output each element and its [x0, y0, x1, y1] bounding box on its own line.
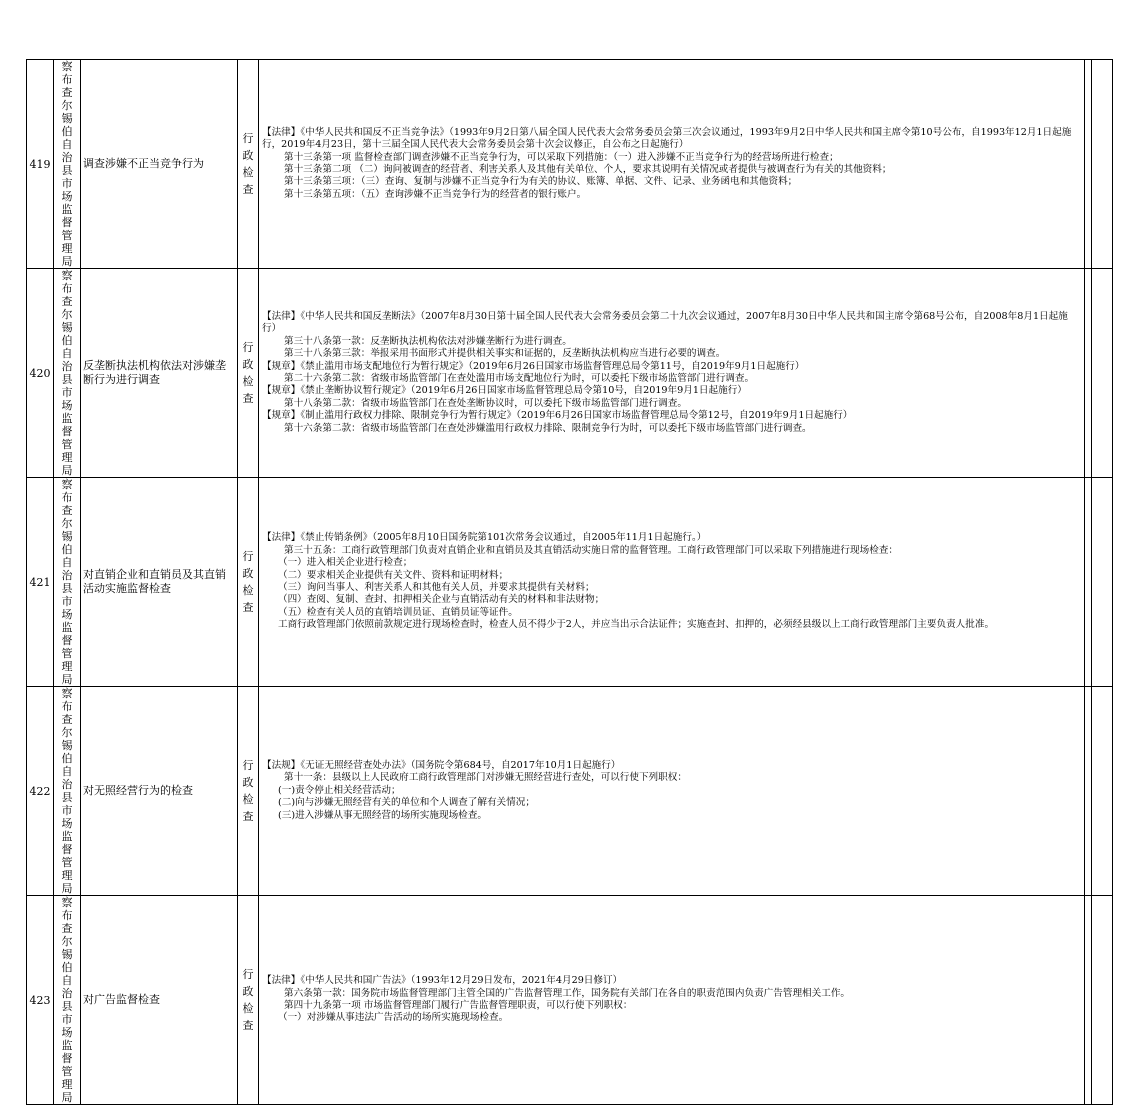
row-number: 421 — [27, 478, 54, 687]
item-name-cell: 反垄断执法机构依法对涉嫌垄断行为进行调查 — [81, 269, 238, 478]
table-row — [27, 60, 1113, 269]
item-name-cell: 调查涉嫌不正当竞争行为 — [81, 60, 238, 269]
basis-line: （二）要求相关企业提供有关文件、资料和证明材料； — [278, 569, 509, 581]
enforcement-table — [26, 59, 1113, 1105]
department-text: 察 布 查 尔 锡 伯 自 治 县 市 场 监 督 管 理 局 — [61, 687, 73, 895]
item-name-cell: 对广告监督检查 — [81, 896, 238, 1105]
basis-line: 第三十五条：工商行政管理部门负责对直销企业和直销员及其直销活动实施日常的监督管理。工商行政管理部门可以采取下列措施进行现场检查： — [284, 544, 898, 556]
action-type-cell: 行 政 检 查 — [238, 60, 259, 269]
empty-cell — [1092, 896, 1113, 1105]
basis-line: 【规章】《禁止垄断协议暂行规定》（2019年6月26日国家市场监督管理总局令第10号，自2019年9月1日起施行） — [262, 385, 747, 397]
basis-line: 第三十八条第一款：反垄断执法机构依法对涉嫌垄断行为进行调查。 — [284, 335, 572, 347]
basis-line: 【规章】《禁止滥用市场支配地位行为暂行规定》（2019年6月26日国家市场监督管理总局令第11号，自2019年9月1日起施行） — [262, 360, 805, 372]
row-number: 423 — [27, 896, 54, 1105]
table-row — [27, 478, 1113, 687]
basis-line: （三）询问当事人、利害关系人和其他有关人员，并要求其提供有关材料； — [278, 582, 595, 593]
department-text: 察 布 查 尔 锡 伯 自 治 县 市 场 监 督 管 理 局 — [61, 60, 73, 268]
item-name-cell: 对无照经营行为的检查 — [81, 687, 238, 896]
empty-cell — [1085, 896, 1092, 1105]
basis-line: 【规章】《制止滥用行政权力排除、限制竞争行为暂行规定》（2019年6月26日国家市场监督管理总局令第12号，自2019年9月1日起施行） — [262, 410, 853, 422]
legal-basis-cell — [259, 896, 1085, 1105]
department-cell — [54, 896, 81, 1105]
basis-line: 第十三条第三项：（三）查询、复制与涉嫌不正当竞争行为有关的协议、账簿、单据、文件、记录、业务函电和其他资料； — [284, 176, 798, 188]
action-type-cell: 行 政 检 查 — [238, 269, 259, 478]
basis-line: 第六条第一款：国务院市场监督管理部门主管全国的广告监督管理工作，国务院有关部门在各自的职责范围内负责广告管理相关工作。 — [284, 987, 851, 999]
row-number: 420 — [27, 269, 54, 478]
department-cell — [54, 478, 81, 687]
basis-line: 第十一条：县级以上人民政府工商行政管理部门对涉嫌无照经营进行查处，可以行使下列职权： — [284, 772, 687, 784]
table-row — [27, 896, 1113, 1105]
basis-line: 工商行政管理部门依照前款规定进行现场检查时，检查人员不得少于2人，并应当出示合法证件；实施查封、扣押的，必须经县级以上工商行政管理部门主要负责人批准。 — [278, 619, 995, 631]
basis-line: (三)进入涉嫌从事无照经营的场所实施现场检查。 — [278, 809, 487, 821]
basis-line: 【法律】《中华人民共和国反不正当竞争法》（1993年9月2日第八届全国人民代表大会常务委员会第三次会议通过，1993年9月2日中华人民共和国主席令第10号公布，自1993年12月1日起施行，2019年4月23日，第十三届全国人民代表大会常务委员会第十次会议修正，自公布之日起施行） — [262, 126, 1072, 151]
basis-line: (一)责令停止相关经营活动； — [278, 784, 401, 796]
basis-line: （四）查阅、复制、查封、扣押相关企业与直销活动有关的材料和非法财物； — [278, 594, 605, 606]
empty-cell — [1092, 269, 1113, 478]
basis-line: 第四十九条第一项 市场监督管理部门履行广告监督管理职责，可以行使下列职权： — [284, 1000, 633, 1011]
basis-line: (二)向与涉嫌无照经营有关的单位和个人调查了解有关情况； — [278, 797, 535, 809]
empty-cell — [1085, 478, 1092, 687]
basis-line: （五）检查有关人员的直销培训员证、直销员证等证件。 — [278, 606, 518, 618]
empty-cell — [1085, 269, 1092, 478]
basis-line: 第三十八条第三款：举报采用书面形式并提供相关事实和证据的，反垄断执法机构应当进行必要的调查。 — [284, 348, 726, 360]
department-text: 察 布 查 尔 锡 伯 自 治 县 市 场 监 督 管 理 局 — [61, 269, 73, 477]
empty-cell — [1092, 687, 1113, 896]
legal-basis-cell — [259, 60, 1085, 269]
basis-line: 【法律】《中华人民共和国广告法》（1993年12月29日发布，2021年4月29日修订） — [262, 975, 623, 987]
basis-line: 【法规】《无证无照经营查处办法》（国务院令第684号，自2017年10月1日起施行） — [262, 759, 621, 771]
row-number: 419 — [27, 60, 54, 269]
department-cell — [54, 60, 81, 269]
department-text: 察 布 查 尔 锡 伯 自 治 县 市 场 监 督 管 理 局 — [61, 896, 73, 1104]
basis-line: 第十八条第二款：省级市场监管部门在查处垄断协议时，可以委托下级市场监管部门进行调查。 — [284, 397, 687, 409]
legal-basis-cell — [259, 687, 1085, 896]
legal-basis-cell — [259, 269, 1085, 478]
action-type-cell: 行 政 检 查 — [238, 687, 259, 896]
basis-line: 第十三条第五项：（五）查询涉嫌不正当竞争行为的经营者的银行账户。 — [284, 188, 587, 200]
department-cell — [54, 269, 81, 478]
empty-cell — [1092, 478, 1113, 687]
basis-line: （一）进入相关企业进行检查； — [278, 557, 413, 569]
basis-line: （一）对涉嫌从事违法广告活动的场所实施现场检查。 — [278, 1012, 509, 1024]
basis-line: 第十三条第二项 （二）询问被调查的经营者、利害关系人及其他有关单位、个人，要求其说明有关情况或者提供与被调查行为有关的其他资料； — [284, 164, 892, 175]
department-cell — [54, 687, 81, 896]
action-type-cell: 行 政 检 查 — [238, 896, 259, 1105]
action-type-cell: 行 政 检 查 — [238, 478, 259, 687]
empty-cell — [1085, 687, 1092, 896]
basis-line: 第十六条第二款：省级市场监管部门在查处涉嫌滥用行政权力排除、限制竞争行为时，可以委托下级市场监管部门进行调查。 — [284, 422, 812, 434]
table-row — [27, 269, 1113, 478]
row-number: 422 — [27, 687, 54, 896]
table-row — [27, 687, 1113, 896]
empty-cell — [1092, 60, 1113, 269]
item-name-cell: 对直销企业和直销员及其直销活动实施监督检查 — [81, 478, 238, 687]
empty-cell — [1085, 60, 1092, 269]
department-text: 察 布 查 尔 锡 伯 自 治 县 市 场 监 督 管 理 局 — [61, 478, 73, 686]
basis-line: 第十三条第一项 监督检查部门调查涉嫌不正当竞争行为，可以采取下列措施：（一）进入涉嫌不正当竞争行为的经营场所进行检查； — [284, 151, 839, 163]
basis-line: 【法律】《中华人民共和国反垄断法》（2007年8月30日第十届全国人民代表大会常务委员会第二十九次会议通过，2007年8月30日中华人民共和国主席令第68号公布，自2008年8月1日起施行） — [262, 310, 1068, 335]
legal-basis-cell — [259, 478, 1085, 687]
basis-line: 第二十六条第二款：省级市场监管部门在查处滥用市场支配地位行为时，可以委托下级市场监管部门进行调查。 — [284, 373, 755, 384]
basis-line: 【法律】《禁止传销条例》（2005年8月10日国务院第101次常务会议通过，自2005年11月1日起施行。） — [262, 532, 707, 544]
